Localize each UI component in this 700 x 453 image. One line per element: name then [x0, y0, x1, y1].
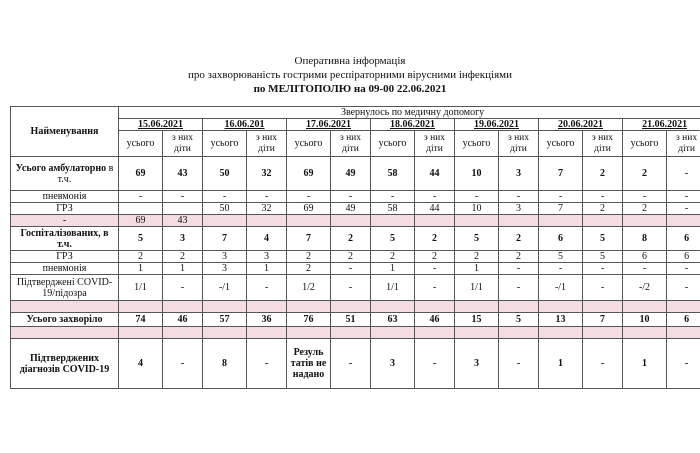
data-cell: 76 — [287, 313, 331, 327]
data-cell: - — [119, 191, 163, 203]
table-row — [11, 263, 700, 275]
data-cell: 49 — [331, 203, 371, 215]
data-cell: 2 — [287, 251, 331, 263]
data-cell: -/2 — [623, 275, 667, 301]
data-cell: 2 — [331, 227, 371, 251]
header-row-span — [11, 107, 700, 119]
data-cell: 74 — [119, 313, 163, 327]
table-row — [11, 203, 700, 215]
data-cell: 7 — [583, 313, 623, 327]
data-cell — [203, 327, 247, 339]
data-cell: 1 — [163, 263, 203, 275]
data-cell: 58 — [371, 203, 415, 215]
date-header: 16.06.201 — [203, 119, 287, 131]
data-cell: 6 — [667, 313, 700, 327]
data-cell: 50 — [203, 203, 247, 215]
name-column-header: Найменування — [11, 107, 119, 157]
data-cell: 7 — [287, 227, 331, 251]
data-cell — [119, 301, 163, 313]
data-cell — [247, 215, 287, 227]
data-cell: 5 — [539, 251, 583, 263]
table-row — [11, 251, 700, 263]
data-cell: - — [415, 339, 455, 389]
data-cell: 3 — [499, 157, 539, 191]
data-cell — [119, 327, 163, 339]
row-name — [11, 157, 119, 191]
data-cell: 13 — [539, 313, 583, 327]
subheader-children: з них діти — [415, 131, 455, 157]
data-cell: - — [415, 263, 455, 275]
data-cell: 6 — [667, 251, 700, 263]
subheader-children: з них діти — [499, 131, 539, 157]
subheader-children: з них діти — [247, 131, 287, 157]
row-name: - — [11, 215, 119, 227]
data-cell: - — [667, 191, 700, 203]
table-row — [11, 275, 700, 301]
header-line-1: Оперативна інформація — [294, 55, 406, 67]
data-cell — [415, 327, 455, 339]
row-name-rest: в т.ч. — [57, 162, 114, 185]
data-cell: 8 — [203, 339, 247, 389]
data-cell — [583, 301, 623, 313]
data-cell: -/1 — [203, 275, 247, 301]
data-cell: 1/1 — [455, 275, 499, 301]
data-cell: 69 — [287, 203, 331, 215]
row-name: ГРЗ — [11, 251, 119, 263]
data-cell: - — [539, 263, 583, 275]
data-cell: 15 — [455, 313, 499, 327]
data-cell: 3 — [247, 251, 287, 263]
data-cell: 49 — [331, 157, 371, 191]
data-cell — [623, 215, 667, 227]
data-cell: 10 — [455, 157, 499, 191]
data-cell — [331, 327, 371, 339]
data-cell: - — [203, 191, 247, 203]
data-cell: 10 — [455, 203, 499, 215]
data-cell: - — [667, 339, 700, 389]
row-name-bold: Усього амбулаторно — [15, 162, 107, 174]
data-cell: 6 — [539, 227, 583, 251]
header-line-3: по МЕЛІТОПОЛЮ на 09-00 22.06.2021 — [253, 83, 447, 95]
data-cell — [371, 215, 415, 227]
data-cell: 7 — [203, 227, 247, 251]
data-cell — [539, 327, 583, 339]
subheader-total: усього — [287, 131, 331, 157]
table-row — [11, 327, 700, 339]
data-cell: 46 — [415, 313, 455, 327]
subheader-total: усього — [119, 131, 163, 157]
data-cell: - — [499, 263, 539, 275]
row-name: пневмонія — [11, 263, 119, 275]
data-cell — [287, 301, 331, 313]
subheader-total: усього — [371, 131, 415, 157]
data-cell — [247, 327, 287, 339]
data-cell: 1 — [371, 263, 415, 275]
data-cell — [455, 215, 499, 227]
data-cell: 1 — [539, 339, 583, 389]
report-header — [0, 54, 700, 96]
table-row — [11, 227, 700, 251]
data-cell: 2 — [119, 251, 163, 263]
subheader-total: усього — [623, 131, 667, 157]
data-cell: - — [583, 275, 623, 301]
data-cell — [371, 327, 415, 339]
data-cell: - — [331, 275, 371, 301]
data-cell: 2 — [499, 251, 539, 263]
row-name: Госпіталізованих, в т.ч. — [11, 227, 119, 251]
data-cell — [415, 215, 455, 227]
data-cell: 1 — [247, 263, 287, 275]
data-cell: - — [583, 263, 623, 275]
data-cell — [247, 301, 287, 313]
data-cell: 1 — [623, 339, 667, 389]
data-cell — [499, 327, 539, 339]
data-cell: 46 — [163, 313, 203, 327]
data-cell: 1/1 — [119, 275, 163, 301]
data-cell — [331, 301, 371, 313]
date-header: 17.06.2021 — [287, 119, 371, 131]
subheader-total: усього — [455, 131, 499, 157]
data-cell: 2 — [623, 203, 667, 215]
morbidity-table — [10, 106, 700, 389]
table-row — [11, 215, 700, 227]
data-cell: 5 — [371, 227, 415, 251]
data-cell: 2 — [583, 157, 623, 191]
data-cell: 6 — [623, 251, 667, 263]
subheader-total: усього — [203, 131, 247, 157]
data-cell: - — [623, 191, 667, 203]
data-cell: 10 — [623, 313, 667, 327]
data-cell: 1 — [119, 263, 163, 275]
data-cell — [415, 301, 455, 313]
data-cell: 2 — [371, 251, 415, 263]
date-header: 21.06.2021 — [623, 119, 700, 131]
table-row — [11, 157, 700, 191]
data-cell: 32 — [247, 203, 287, 215]
row-name: ГРЗ — [11, 203, 119, 215]
data-cell — [455, 327, 499, 339]
subheader-children: з них діти — [331, 131, 371, 157]
data-cell: 5 — [583, 251, 623, 263]
data-cell: - — [583, 191, 623, 203]
data-cell — [371, 301, 415, 313]
date-header: 15.06.2021 — [119, 119, 203, 131]
data-cell: 2 — [455, 251, 499, 263]
data-cell — [203, 215, 247, 227]
data-cell: 57 — [203, 313, 247, 327]
subheader-children: з них діти — [583, 131, 623, 157]
data-cell: 2 — [415, 227, 455, 251]
data-cell: - — [667, 275, 700, 301]
table-row — [11, 313, 700, 327]
data-cell: 4 — [247, 227, 287, 251]
subheader-children: з них діти — [667, 131, 700, 157]
date-header: 20.06.2021 — [539, 119, 623, 131]
data-cell: 2 — [623, 157, 667, 191]
span-header: Звернулось по медичну допомогу — [119, 107, 700, 119]
data-cell — [455, 301, 499, 313]
row-name: Підтверджених діагнозів COVID-19 — [11, 339, 119, 389]
data-cell: - — [499, 275, 539, 301]
data-cell: 43 — [163, 157, 203, 191]
row-name: пневмонія — [11, 191, 119, 203]
data-cell: 5 — [583, 227, 623, 251]
data-cell: - — [247, 339, 287, 389]
data-cell: 1/1 — [371, 275, 415, 301]
data-cell — [119, 203, 163, 215]
data-cell: 3 — [163, 227, 203, 251]
data-cell: - — [499, 339, 539, 389]
data-cell: - — [455, 191, 499, 203]
data-cell: 2 — [287, 263, 331, 275]
data-cell: - — [163, 275, 203, 301]
data-cell: - — [163, 191, 203, 203]
data-cell: 3 — [371, 339, 415, 389]
data-cell: - — [583, 339, 623, 389]
data-cell — [287, 215, 331, 227]
data-cell: 44 — [415, 203, 455, 215]
data-cell: - — [667, 203, 700, 215]
data-cell: - — [539, 191, 583, 203]
date-header: 19.06.2021 — [455, 119, 539, 131]
data-cell — [163, 203, 203, 215]
data-cell — [623, 327, 667, 339]
data-cell: 2 — [331, 251, 371, 263]
data-cell: - — [667, 263, 700, 275]
data-cell: 3 — [499, 203, 539, 215]
data-cell: - — [247, 275, 287, 301]
data-cell: - — [331, 339, 371, 389]
table-row — [11, 339, 700, 389]
data-cell — [203, 301, 247, 313]
data-cell: 69 — [119, 215, 163, 227]
data-cell: 2 — [583, 203, 623, 215]
data-cell — [499, 301, 539, 313]
subheader-total: усього — [539, 131, 583, 157]
data-cell: 3 — [455, 339, 499, 389]
data-cell: - — [371, 191, 415, 203]
data-cell: - — [331, 263, 371, 275]
subheader-children: з них діти — [163, 131, 203, 157]
row-name — [11, 301, 119, 313]
data-cell: 2 — [415, 251, 455, 263]
data-cell: 69 — [119, 157, 163, 191]
date-header: 18.06.2021 — [371, 119, 455, 131]
header-line-2: про захворюваність гострими респіраторними вірусними інфекціями — [188, 69, 512, 81]
data-cell: 32 — [247, 157, 287, 191]
data-cell: - — [247, 191, 287, 203]
data-cell: 1/2 — [287, 275, 331, 301]
data-cell: 36 — [247, 313, 287, 327]
data-cell — [539, 215, 583, 227]
row-name: Підтверджені COVID-19/підозра — [11, 275, 119, 301]
data-cell: 5 — [499, 313, 539, 327]
data-cell: 5 — [119, 227, 163, 251]
data-cell — [331, 215, 371, 227]
data-cell: 7 — [539, 157, 583, 191]
data-cell — [163, 301, 203, 313]
data-cell: 6 — [667, 227, 700, 251]
data-cell: - — [415, 275, 455, 301]
data-cell: 3 — [203, 251, 247, 263]
data-cell — [583, 327, 623, 339]
data-cell: 63 — [371, 313, 415, 327]
data-cell: 4 — [119, 339, 163, 389]
data-cell: - — [667, 157, 700, 191]
data-cell: - — [163, 339, 203, 389]
data-cell: 69 — [287, 157, 331, 191]
data-cell — [163, 327, 203, 339]
data-cell: -/1 — [539, 275, 583, 301]
data-cell: - — [499, 191, 539, 203]
data-cell: 7 — [539, 203, 583, 215]
data-cell: 3 — [203, 263, 247, 275]
data-cell: Резуль татів не надано — [287, 339, 331, 389]
data-cell: 51 — [331, 313, 371, 327]
data-cell — [499, 215, 539, 227]
data-cell: - — [287, 191, 331, 203]
data-cell — [667, 301, 700, 313]
table-row — [11, 301, 700, 313]
table-row — [11, 191, 700, 203]
data-cell: 5 — [455, 227, 499, 251]
data-cell — [287, 327, 331, 339]
data-cell: 58 — [371, 157, 415, 191]
data-cell: 8 — [623, 227, 667, 251]
data-cell: 2 — [163, 251, 203, 263]
data-cell — [583, 215, 623, 227]
data-cell — [667, 327, 700, 339]
data-cell: 44 — [415, 157, 455, 191]
data-cell: 43 — [163, 215, 203, 227]
data-cell — [539, 301, 583, 313]
data-cell: - — [415, 191, 455, 203]
data-cell: 2 — [499, 227, 539, 251]
data-cell: 50 — [203, 157, 247, 191]
data-cell: - — [623, 263, 667, 275]
row-name — [11, 327, 119, 339]
data-cell: 1 — [455, 263, 499, 275]
data-cell — [623, 301, 667, 313]
data-cell: - — [331, 191, 371, 203]
data-cell — [667, 215, 700, 227]
row-name: Усього захворіло — [11, 313, 119, 327]
